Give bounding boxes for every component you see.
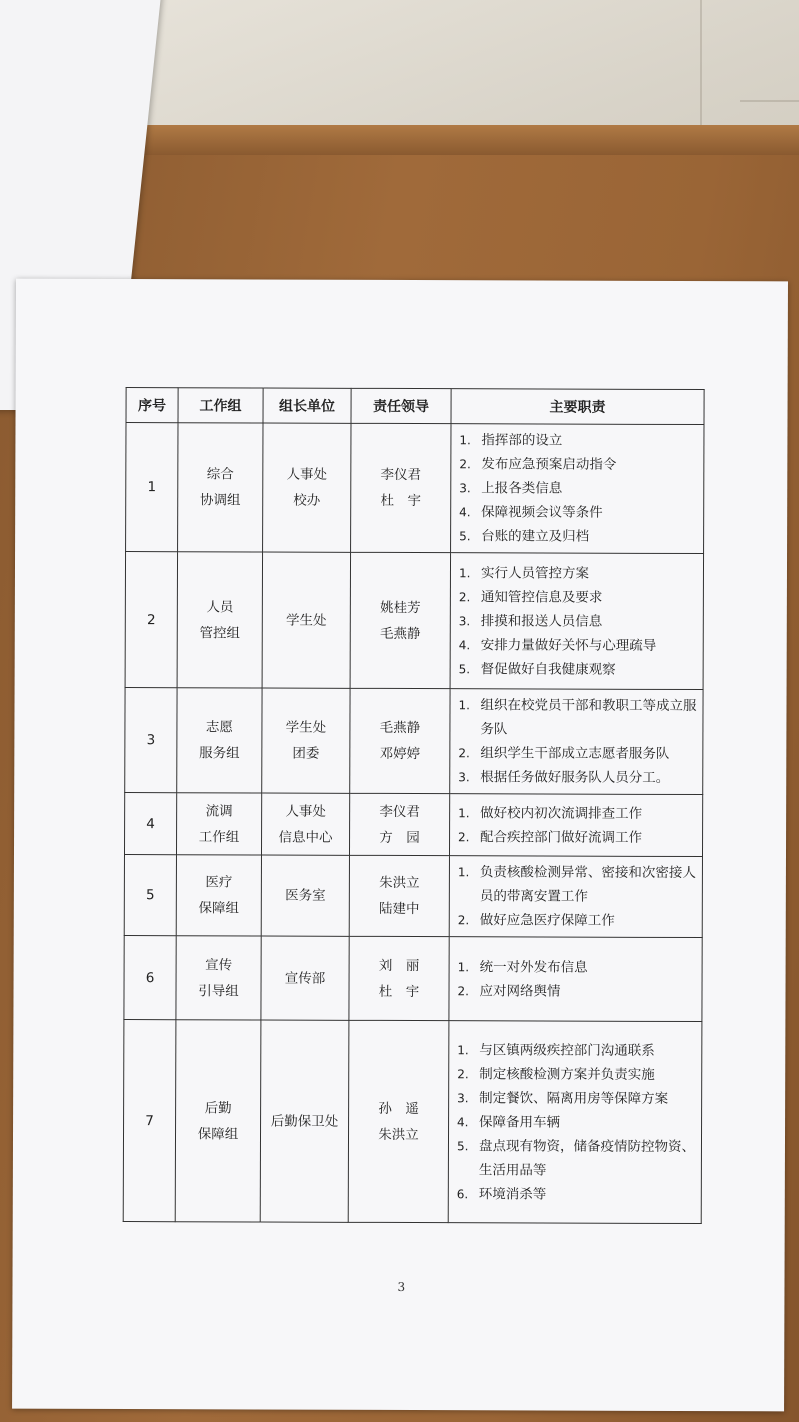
duty-text: 督促做好自我健康观察 bbox=[480, 660, 616, 678]
group-line: 宣传 bbox=[205, 956, 233, 973]
table-row bbox=[123, 1020, 702, 1224]
duty-item bbox=[458, 860, 698, 909]
group-line: 综合 bbox=[206, 466, 234, 483]
duty-item bbox=[457, 979, 697, 1004]
duty-number: 3. bbox=[458, 613, 471, 628]
duty-number: 3. bbox=[457, 1090, 469, 1105]
duty-text: 台账的建立及归档 bbox=[481, 528, 590, 545]
duty-text: 排摸和报送人员信息 bbox=[480, 612, 603, 630]
cell-unit bbox=[260, 1020, 349, 1222]
leader-line: 朱洪立 bbox=[379, 874, 420, 892]
unit-line: 校办 bbox=[293, 492, 321, 509]
cell-leader bbox=[349, 936, 449, 1020]
duty-text: 与区镇两级疾控部门沟通联系 bbox=[479, 1041, 655, 1059]
duty-item bbox=[458, 825, 698, 850]
duty-item bbox=[457, 1038, 697, 1063]
group-line: 志愿 bbox=[205, 719, 233, 736]
cell-num: 7 bbox=[123, 1020, 176, 1222]
table-row bbox=[126, 423, 704, 554]
cell-group bbox=[175, 1020, 261, 1222]
duty-number: 1. bbox=[457, 959, 470, 974]
cell-duties bbox=[450, 553, 703, 690]
group-line: 引导组 bbox=[198, 982, 239, 999]
leader-line: 孙 遥 bbox=[378, 1100, 419, 1117]
cell-group bbox=[176, 793, 261, 855]
duty-item bbox=[457, 1110, 697, 1135]
duty-item bbox=[459, 524, 699, 549]
table-body bbox=[123, 423, 704, 1224]
cell-leader bbox=[350, 552, 450, 688]
group-line: 工作组 bbox=[198, 828, 240, 845]
leader-line: 刘 丽 bbox=[378, 957, 420, 974]
duty-number: 4. bbox=[457, 1114, 469, 1129]
header-duties: 主要职责 bbox=[451, 389, 704, 425]
group-line: 人员 bbox=[206, 598, 234, 615]
duty-number: 2. bbox=[457, 913, 470, 928]
cell-group bbox=[176, 855, 261, 936]
duty-number: 1. bbox=[457, 1042, 469, 1057]
duty-item bbox=[459, 633, 699, 658]
header-num: 序号 bbox=[126, 388, 178, 423]
cell-group bbox=[177, 688, 262, 793]
unit-line: 人事处 bbox=[286, 466, 328, 483]
header-leader: 责任领导 bbox=[351, 388, 451, 423]
duty-text: 应对网络舆情 bbox=[479, 982, 561, 1000]
duty-number: 3. bbox=[459, 481, 471, 496]
leader-line: 邓婷婷 bbox=[379, 745, 421, 763]
group-line: 流调 bbox=[205, 802, 233, 819]
unit-line: 医务室 bbox=[285, 887, 326, 904]
duty-number: 5. bbox=[458, 661, 471, 676]
group-line: 协调组 bbox=[199, 492, 241, 509]
duty-text: 做好校内初次流调排查工作 bbox=[480, 804, 643, 822]
page-number: 3 bbox=[397, 1279, 406, 1295]
duty-text: 组织学生干部成立志愿者服务队 bbox=[480, 745, 670, 762]
group-line: 管控组 bbox=[199, 624, 241, 641]
unit-line: 信息中心 bbox=[278, 829, 333, 846]
cell-duties bbox=[450, 689, 703, 795]
cell-num: 4 bbox=[124, 793, 176, 855]
leader-line: 朱洪立 bbox=[378, 1126, 419, 1143]
duty-item bbox=[459, 428, 699, 453]
duty-text: 保障视频会议等条件 bbox=[481, 504, 603, 521]
cell-unit bbox=[262, 688, 350, 793]
duty-text: 发布应急预案启动指令 bbox=[481, 456, 617, 473]
duty-item bbox=[458, 955, 698, 980]
table-row bbox=[124, 855, 702, 938]
duty-number: 1. bbox=[458, 698, 470, 713]
leader-line: 李仪君 bbox=[379, 803, 420, 820]
duty-item bbox=[458, 765, 698, 790]
table-row bbox=[125, 688, 703, 795]
desk-edge bbox=[90, 125, 799, 155]
duty-text: 配合疾控部门做好流调工作 bbox=[480, 828, 643, 846]
duty-item bbox=[457, 1062, 697, 1087]
duty-number: 2. bbox=[458, 829, 470, 844]
duty-number: 3. bbox=[458, 770, 470, 785]
duty-item bbox=[458, 741, 698, 766]
duty-item bbox=[457, 1182, 697, 1207]
cell-unit bbox=[261, 793, 349, 855]
duty-text: 盘点现有物资，储备疫情防控物资、生活用品等 bbox=[478, 1137, 696, 1179]
duty-item bbox=[459, 500, 699, 525]
cell-duties bbox=[451, 424, 704, 554]
floor-tile-seam bbox=[700, 0, 702, 130]
duty-text: 安排力量做好关怀与心理疏导 bbox=[480, 636, 657, 654]
leader-line: 毛燕静 bbox=[379, 625, 421, 642]
duty-number: 2. bbox=[458, 746, 470, 761]
duty-item bbox=[459, 476, 699, 501]
leader-line: 毛燕静 bbox=[379, 719, 421, 737]
document-page bbox=[12, 279, 788, 1412]
duty-list bbox=[455, 951, 701, 1008]
duty-item bbox=[459, 585, 699, 610]
duty-number: 1. bbox=[457, 865, 470, 880]
header-unit: 组长单位 bbox=[263, 388, 351, 423]
duty-number: 4. bbox=[458, 637, 471, 652]
duty-number: 1. bbox=[459, 433, 471, 448]
cell-num: 3 bbox=[125, 688, 177, 793]
duty-list bbox=[457, 424, 703, 553]
duty-text: 制定餐饮、隔离用房等保障方案 bbox=[479, 1089, 669, 1107]
cell-unit bbox=[261, 936, 349, 1020]
floor-tile-seam bbox=[740, 100, 799, 102]
duty-text: 保障备用车辆 bbox=[479, 1113, 561, 1131]
duty-text: 制定核酸检测方案并负责实施 bbox=[479, 1065, 655, 1083]
duty-text: 根据任务做好服务队人员分工。 bbox=[480, 769, 670, 786]
duty-number: 4. bbox=[459, 505, 471, 520]
duty-item bbox=[459, 657, 699, 682]
duty-table bbox=[123, 387, 705, 1224]
group-line: 保障组 bbox=[197, 1125, 239, 1142]
duty-number: 2. bbox=[457, 983, 469, 998]
duty-text: 环境消杀等 bbox=[478, 1185, 547, 1203]
duty-number: 5. bbox=[456, 1138, 469, 1153]
group-line: 服务组 bbox=[199, 745, 240, 762]
unit-line: 学生处 bbox=[285, 719, 327, 736]
duty-text: 指挥部的设立 bbox=[481, 432, 563, 449]
duty-item bbox=[458, 801, 698, 826]
leader-line: 李仪君 bbox=[380, 466, 422, 484]
duty-text: 组织在校党员干部和教职工等成立服务队 bbox=[480, 697, 697, 738]
cell-leader bbox=[351, 423, 451, 552]
group-line: 后勤 bbox=[204, 1099, 232, 1116]
header-group: 工作组 bbox=[178, 388, 263, 423]
unit-line: 学生处 bbox=[286, 612, 327, 629]
cell-unit bbox=[263, 423, 351, 552]
cell-duties bbox=[449, 794, 702, 857]
duty-item bbox=[459, 561, 699, 586]
duty-list bbox=[456, 856, 702, 937]
cell-num: 1 bbox=[126, 423, 178, 552]
leader-line: 陆建中 bbox=[379, 900, 420, 918]
leader-line: 杜 宇 bbox=[380, 492, 422, 510]
leader-line: 姚桂芳 bbox=[380, 599, 421, 616]
duty-number: 1. bbox=[458, 805, 470, 820]
duty-text: 负责核酸检测异常、密接和次密接人员的带离安置工作 bbox=[479, 864, 696, 905]
cell-duties bbox=[448, 1021, 702, 1224]
cell-unit bbox=[262, 552, 350, 688]
duty-list bbox=[456, 689, 702, 794]
cell-leader bbox=[348, 1020, 449, 1222]
cell-group bbox=[177, 552, 262, 688]
duty-number: 2. bbox=[457, 1066, 469, 1081]
duty-text: 做好应急医疗保障工作 bbox=[479, 912, 615, 929]
duty-number: 2. bbox=[458, 589, 471, 604]
leader-line: 杜 宇 bbox=[378, 983, 420, 1000]
cell-num: 6 bbox=[124, 936, 176, 1020]
cell-leader bbox=[349, 793, 449, 855]
cell-unit bbox=[261, 855, 349, 936]
duty-number: 6. bbox=[456, 1186, 469, 1201]
cell-num: 5 bbox=[124, 855, 176, 936]
table-row bbox=[124, 936, 702, 1022]
table-row bbox=[125, 552, 703, 690]
unit-line: 人事处 bbox=[285, 803, 326, 820]
duty-number: 5. bbox=[459, 529, 471, 544]
cell-leader bbox=[349, 855, 449, 936]
unit-line: 宣传部 bbox=[284, 970, 326, 987]
table-header-row bbox=[126, 388, 704, 425]
unit-line: 后勤保卫处 bbox=[270, 1113, 339, 1130]
duty-number: 1. bbox=[458, 565, 471, 580]
cell-num: 2 bbox=[125, 552, 177, 688]
duty-text: 实行人员管控方案 bbox=[480, 564, 590, 582]
duty-text: 通知管控信息及要求 bbox=[480, 588, 603, 606]
duty-item bbox=[459, 452, 699, 477]
duty-number: 2. bbox=[459, 457, 471, 472]
duty-item bbox=[457, 1086, 697, 1111]
duty-list bbox=[456, 797, 702, 854]
group-line: 保障组 bbox=[198, 900, 240, 917]
duty-item bbox=[459, 609, 699, 634]
group-line: 医疗 bbox=[205, 874, 233, 891]
leader-line: 方 园 bbox=[379, 829, 420, 846]
cell-group bbox=[176, 936, 261, 1020]
duty-list bbox=[455, 1034, 702, 1211]
duty-text: 上报各类信息 bbox=[481, 480, 563, 497]
duty-text: 统一对外发布信息 bbox=[479, 958, 588, 976]
cell-group bbox=[178, 423, 263, 552]
duty-item bbox=[457, 1134, 697, 1183]
duty-list bbox=[457, 557, 703, 686]
cell-duties bbox=[449, 937, 702, 1022]
unit-line: 团委 bbox=[292, 745, 320, 762]
duty-item bbox=[458, 908, 698, 933]
cell-duties bbox=[449, 856, 702, 938]
duty-item bbox=[458, 693, 698, 742]
cell-leader bbox=[350, 688, 450, 793]
table-row bbox=[124, 793, 702, 857]
